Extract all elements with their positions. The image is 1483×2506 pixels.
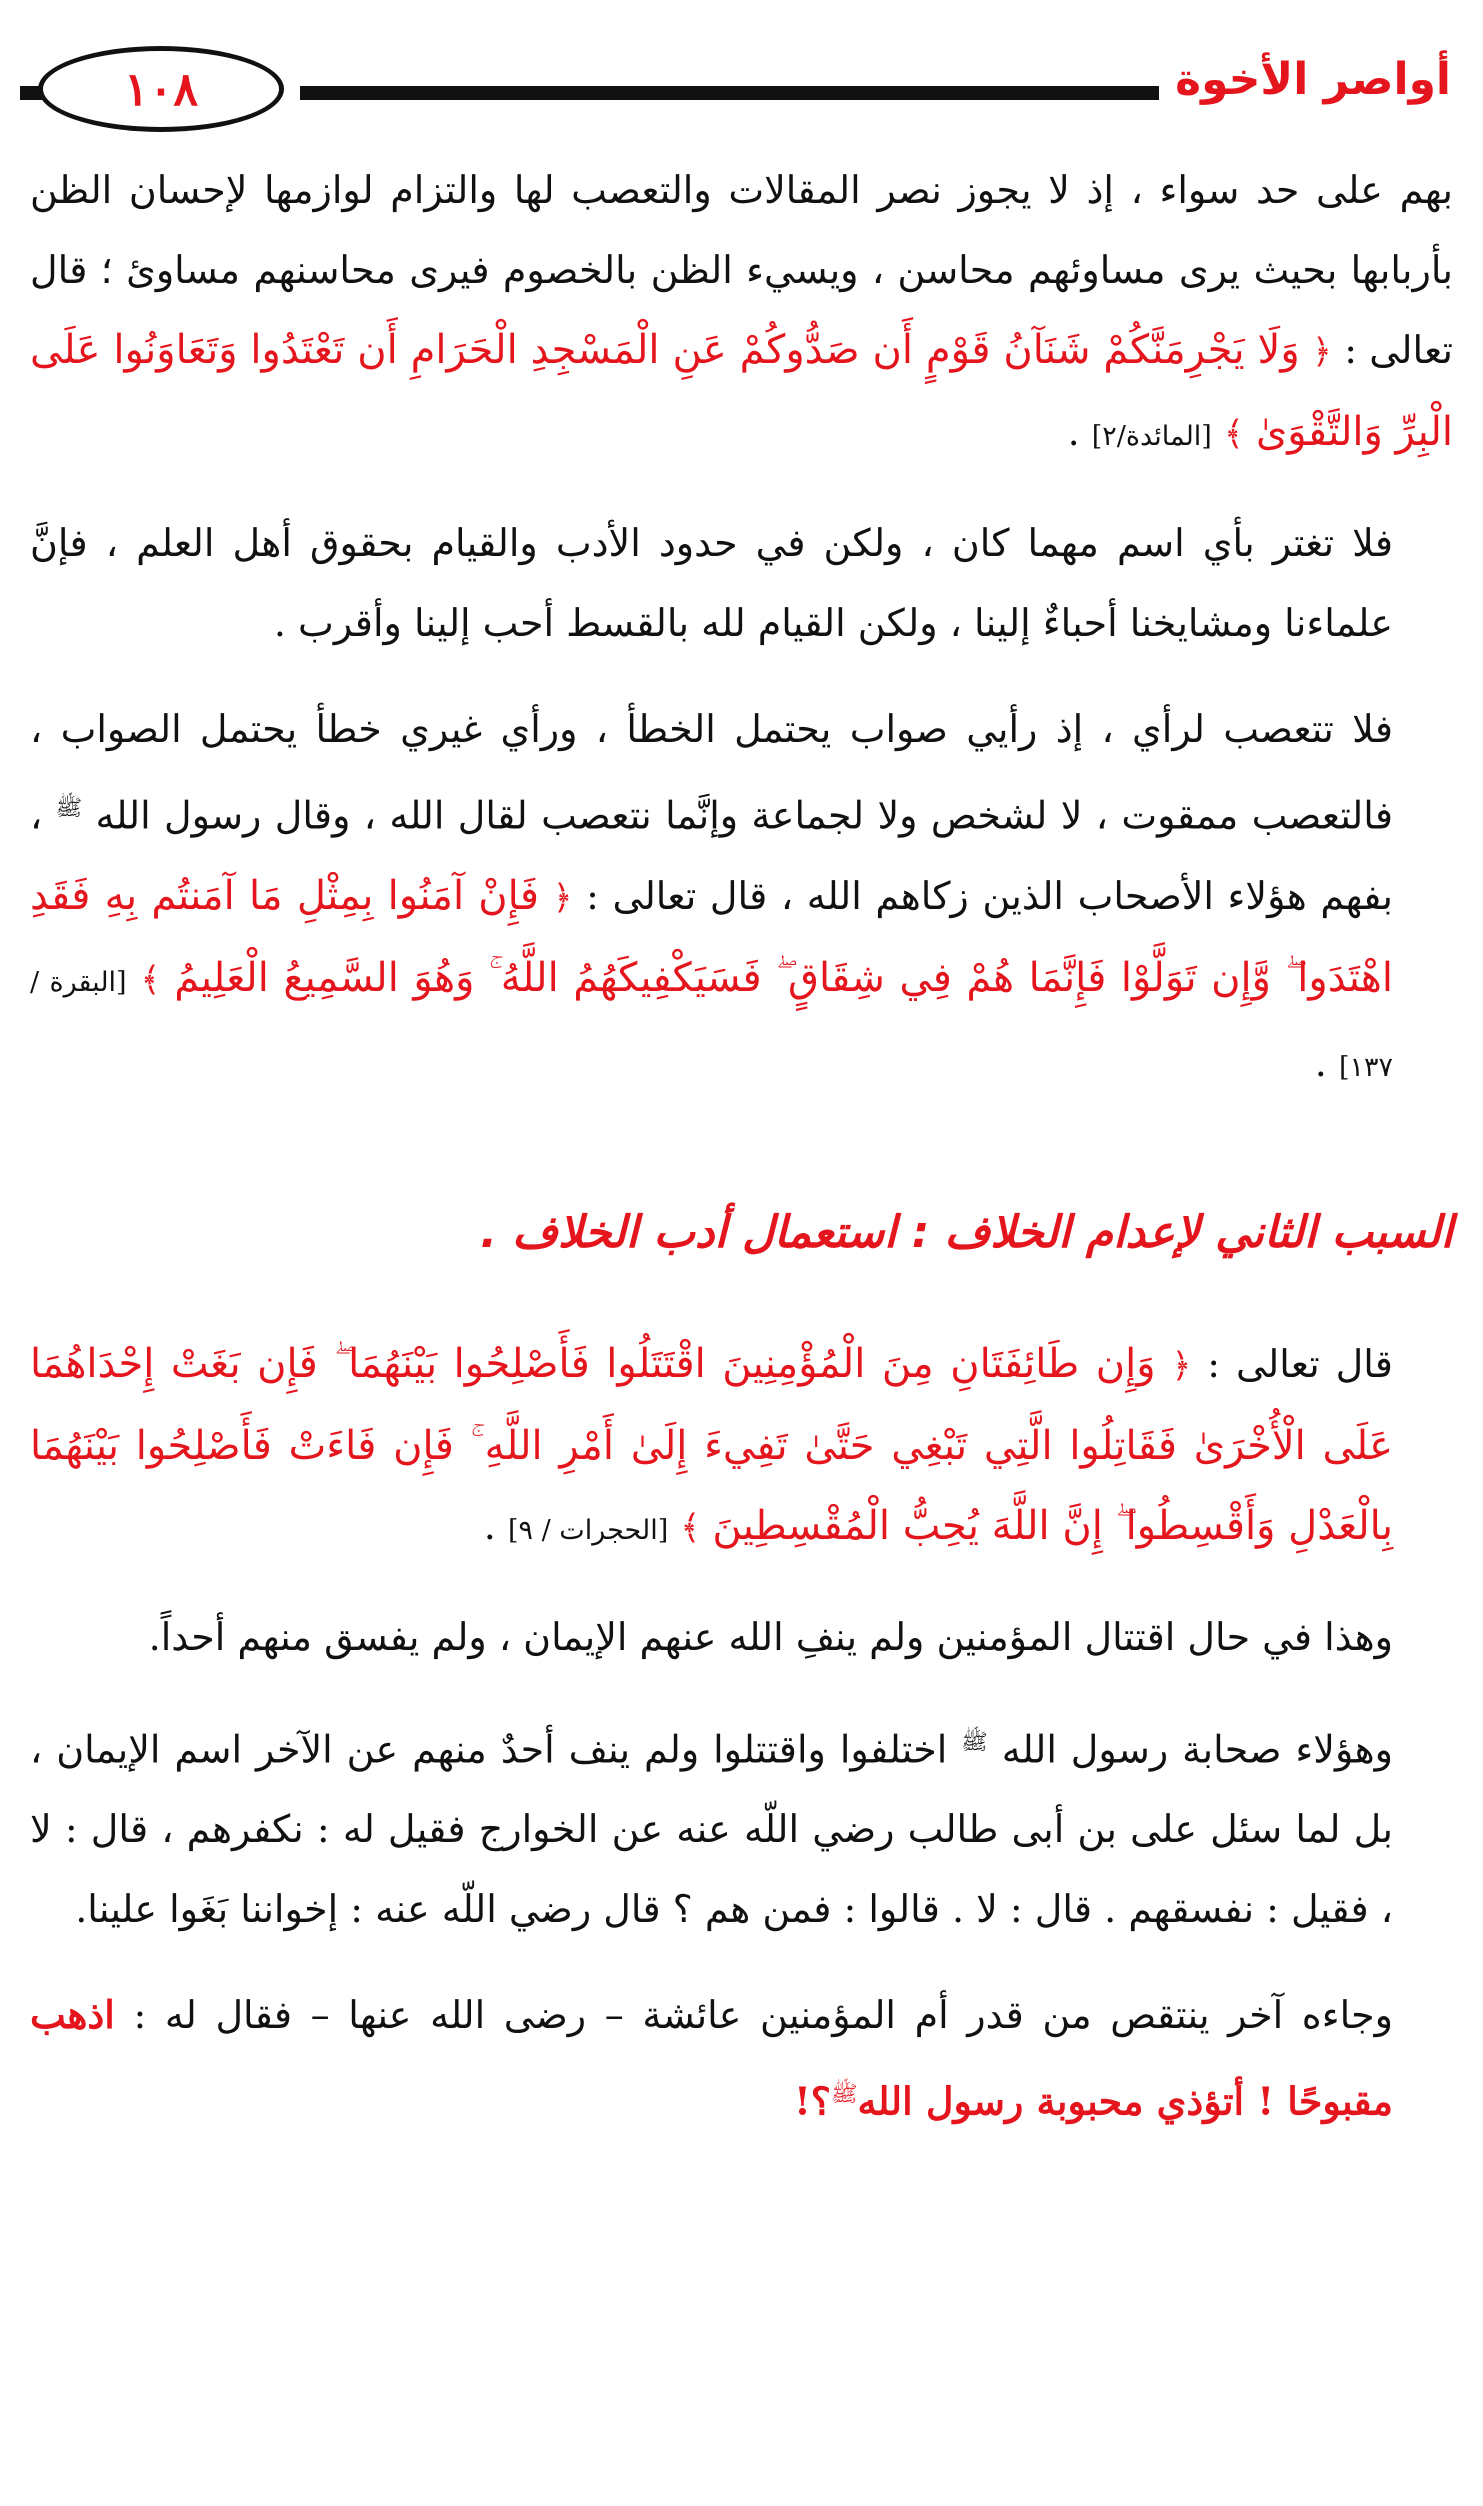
- quran-verse-baqarah: فَإِنْ آمَنُوا بِمِثْلِ مَا آمَنتُم بِهِ فَقَدِ اهْتَدَوا ۖ وَّإِن تَوَلَّوْا فَإِنَّمَا هُمْ فِي شِقَاقٍ ۖ فَسَيَكْفِيكَهُمُ اللَّهُ ۚ وَهُوَ السَّمِيعُ الْعَلِيمُ: [30, 872, 1393, 1001]
- paragraph-7-quote-end: ؟!: [794, 2078, 831, 2124]
- paragraph-4-text: قال تعالى :: [1207, 1341, 1393, 1386]
- quran-verse-hujurat: وَإِن طَائِفَتَانِ مِنَ الْمُؤْمِنِينَ اقْتَتَلُوا فَأَصْلِحُوا بَيْنَهُمَا ۖ فَإِن بَغَتْ إِحْدَاهُمَا عَلَى الْأُخْرَىٰ فَقَاتِلُوا الَّتِي تَبْغِي حَتَّىٰ تَفِيءَ إِلَىٰ أَمْرِ اللَّهِ ۚ فَإِن فَاءَتْ فَأَصْلِحُوا بَيْنَهُمَا بِالْعَدْلِ وَأَقْسِطُوا ۖ إِنَّ اللَّهَ يُحِبُّ الْمُقْسِطِينَ: [30, 1340, 1393, 1549]
- ornate-bracket-open: ﴿: [1311, 332, 1332, 372]
- paragraph-3-text-a: فلا تتعصب لرأي ، إذ رأيي صواب يحتمل الخطأ ، ورأي غيري خطأ يحتمل الصواب ، فالتعصب ممقوت ، لا لشخص ولا لجماعة وإنَّما نتعصب لقال الله ، وقال رسول الله: [30, 707, 1393, 838]
- citation-hujurat: [الحجرات / ٩]: [507, 1514, 669, 1546]
- ornate-bracket-open: ﴿: [552, 877, 573, 918]
- ornate-bracket-open: ﴿: [1171, 1345, 1192, 1386]
- page-body: [30, 150, 1453, 2168]
- page-header: [0, 40, 1483, 140]
- ornate-bracket-close: ﴾: [140, 959, 161, 1000]
- salutation-glyph: ﷺ: [961, 1729, 988, 1755]
- paragraph-1-text: بهم على حد سواء ، إذ لا يجوز نصر المقالات والتعصب لها والتزام لوازمها لإحسان الظن بأربابها بحيث يرى مساوئهم محاسن ، ويسيء الظن بالخصوم فيرى محاسنهم مساوئ ؛ قال تعالى :: [30, 168, 1453, 372]
- paragraph-4-end: .: [483, 1503, 508, 1548]
- citation-baqarah: [البقرة / ١٣٧]: [30, 966, 1393, 1083]
- paragraph-6-text-b: اختلفوا واقتتلوا ولم ينف أحدٌ منهم عن الآخر اسم الإيمان ، بل لما سئل على بن أبى طالب رضي اللّه عنه عن الخوارج فقيل له : نكفرهم ، قال : لا ، فقيل : نفسقهم . قال : لا . قالوا : فمن هم ؟ قال رضي اللّه عنه : إخواننا بَغَوا علينا.: [30, 1727, 1393, 1932]
- ornate-bracket-close: ﴾: [680, 1507, 701, 1548]
- paragraph-6-text-a: وهؤلاء صحابة رسول الله: [1001, 1727, 1393, 1772]
- salutation-glyph: ﷺ: [55, 796, 83, 821]
- ornate-bracket-close: ﴾: [1223, 414, 1244, 454]
- paragraph-7-text: وجاءه آخر ينتقص من قدر أم المؤمنين عائشة – رضى الله عنها – فقال له :: [133, 1993, 1393, 2038]
- paragraph-5: وهذا في حال اقتتال المؤمنين ولم ينفِ الله عنهم الإيمان ، ولم يفسق منهم أحداً.: [148, 1614, 1393, 1659]
- quran-verse-maidah: وَلَا يَجْرِمَنَّكُمْ شَنَآنُ قَوْمٍ أَن صَدُّوكُمْ عَنِ الْمَسْجِدِ الْحَرَامِ أَن تَعْتَدُوا وَتَعَاوَنُوا عَلَى الْبِرِّ وَالتَّقْوَىٰ: [30, 327, 1453, 455]
- salutation-glyph: ﷺ: [830, 2082, 858, 2108]
- paragraph-6: [30, 1703, 1453, 1950]
- paragraph-7: [30, 1975, 1453, 2142]
- paragraph-3: [30, 689, 1453, 1108]
- paragraph-1-end: .: [1067, 410, 1092, 454]
- paragraph-3-text-b: ، بفهم هؤلاء الأصحاب الذين زكاهم الله ، قال تعالى :: [30, 793, 1393, 918]
- running-title: أواصر الأخوة: [1159, 54, 1451, 105]
- paragraph-3-end: .: [1314, 1040, 1339, 1085]
- paragraph-1: [30, 150, 1453, 477]
- section-heading: السبب الثاني لإعدام الخلاف : استعمال أدب الخلاف .: [480, 1206, 1453, 1258]
- paragraph-4: [30, 1324, 1453, 1571]
- paragraph-2: فلا تغتر بأي اسم مهما كان ، ولكن في حدود الأدب والقيام بحقوق أهل العلم ، فإنَّ علماءنا ومشايخنا أحباءٌ إلينا ، ولكن القيام لله بالقسط أحب إلينا وأقرب .: [30, 521, 1393, 645]
- page-number: ١٠٨: [38, 46, 284, 132]
- citation-maidah: [المائدة/٢]: [1091, 421, 1212, 452]
- paragraph-7-quote: اذهب مقبوحًا ! أتؤذي محبوبة رسول الله: [30, 1992, 1393, 2124]
